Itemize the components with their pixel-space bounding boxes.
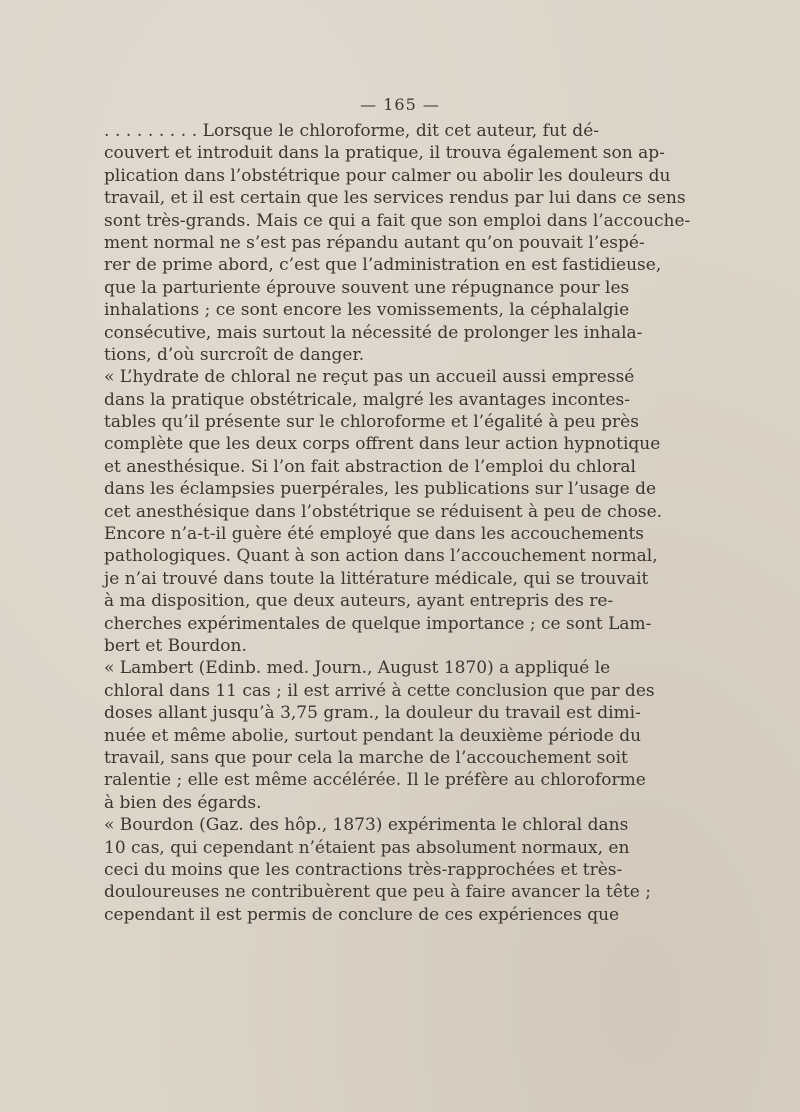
text-line: 10 cas, qui cependant n’étaient pas absolument normaux, en: [104, 837, 630, 858]
text-line: rer de prime abord, c’est que l’administration en est fastidieuse,: [104, 255, 662, 276]
text-line: cet anesthésique dans l’obstétrique se réduisent à peu de chose.: [104, 501, 663, 522]
text-line: « L’hydrate de chloral ne reçut pas un accueil aussi empressé: [104, 367, 635, 388]
body-text: [104, 120, 691, 926]
text-line: . . . . . . . . . Lorsque le chloroforme, dit cet auteur, fut dé-: [104, 121, 599, 141]
page-number: — 165 —: [360, 95, 440, 114]
text-line: cherches expérimentales de quelque importance ; ce sont Lam-: [104, 613, 652, 634]
text-line: je n’ai trouvé dans toute la littérature médicale, qui se trouvait: [104, 568, 649, 589]
text-line: ceci du moins que les contractions très-rapprochées et très-: [104, 859, 623, 880]
text-line: que la parturiente éprouve souvent une répugnance pour les: [104, 277, 630, 298]
text-line: inhalations ; ce sont encore les vomissements, la céphalalgie: [104, 300, 630, 321]
text-line: bert et Bourdon.: [104, 635, 247, 656]
text-line: consécutive, mais surtout la nécessité de prolonger les inhala-: [104, 322, 643, 343]
text-line: tables qu’il présente sur le chloroforme et l’égalité à peu près: [104, 412, 639, 433]
text-line: ment normal ne s’est pas répandu autant qu’on pouvait l’espé-: [104, 232, 645, 253]
text-line: doses allant jusqu’à 3,75 gram., la douleur du travail est dimi-: [104, 703, 641, 724]
text-line: ralentie ; elle est même accélérée. Il le préfère au chloroforme: [104, 770, 646, 791]
text-line: cependant il est permis de conclure de ces expériences que: [104, 904, 620, 925]
text-line: douloureuses ne contribuèrent que peu à faire avancer la tête ;: [104, 882, 651, 903]
text-line: chloral dans 11 cas ; il est arrivé à cette conclusion que par des: [104, 680, 655, 701]
text-line: « Bourdon (Gaz. des hôp., 1873) expérimenta le chloral dans: [104, 815, 629, 836]
text-line: « Lambert (Edinb. med. Journ., August 1870) a appliqué le: [104, 658, 611, 679]
text-line: Encore n’a-t-il guère été employé que dans les accouchements: [104, 524, 645, 545]
text-line: dans les éclampsies puerpérales, les publications sur l’usage de: [104, 479, 657, 500]
text-line: plication dans l’obstétrique pour calmer ou abolir les douleurs du: [104, 165, 671, 186]
text-line: complète que les deux corps offrent dans leur action hypnotique: [104, 434, 661, 455]
text-line: travail, et il est certain que les services rendus par lui dans ce sens: [104, 188, 686, 209]
text-line: dans la pratique obstétricale, malgré les avantages incontes-: [104, 389, 630, 410]
text-line: à ma disposition, que deux auteurs, ayant entrepris des re-: [104, 591, 614, 612]
text-line: pathologiques. Quant à son action dans l’accouchement normal,: [104, 546, 658, 567]
text-line: tions, d’où surcroît de danger.: [104, 344, 365, 365]
text-line: à bien des égards.: [104, 792, 262, 813]
text-line: nuée et même abolie, surtout pendant la deuxième période du: [104, 725, 642, 746]
text-line: sont très-grands. Mais ce qui a fait que son emploi dans l’accouche-: [104, 210, 691, 231]
text-line: couvert et introduit dans la pratique, il trouva également son ap-: [104, 143, 665, 164]
text-line: travail, sans que pour cela la marche de l’accouchement soit: [104, 747, 628, 768]
text-line: et anesthésique. Si l’on fait abstraction de l’emploi du chloral: [104, 456, 636, 477]
